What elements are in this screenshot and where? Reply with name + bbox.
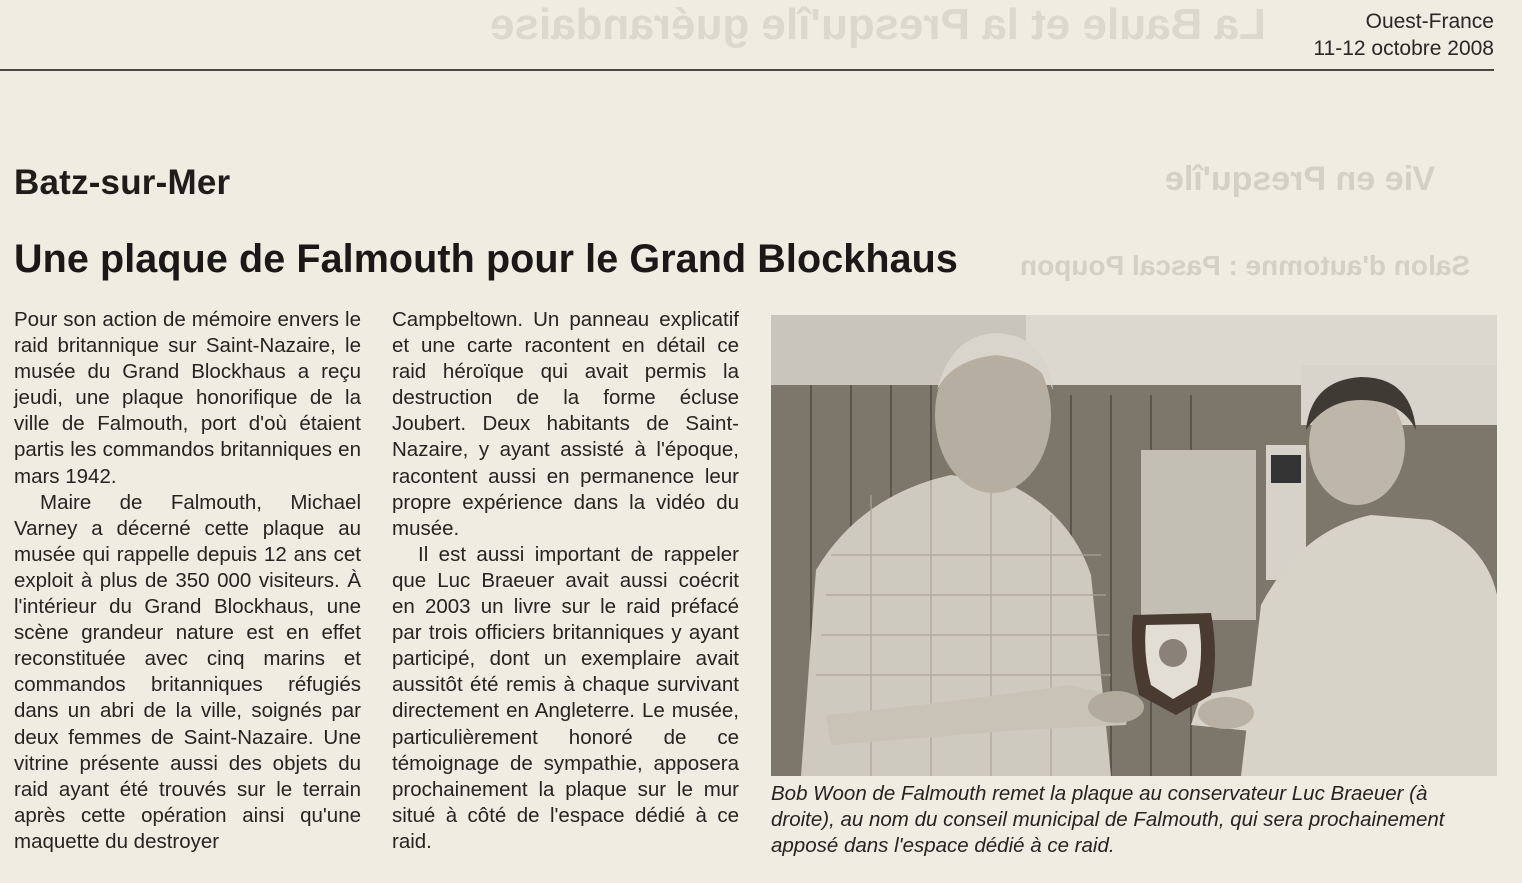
- photo-image: [771, 315, 1497, 776]
- publication-name: Ouest-France: [1365, 10, 1494, 33]
- paragraph: Maire de Falmouth, Michael Varney a décerné cette plaque au musée qui rappelle depuis 12 ans cet exploit à plus de 350 000 visiteurs. À l'intérieur du Grand Blockhaus, une scène grandeur nature est en effet reconstituée avec cinq marins et commandos britanniques réfugiés dans un abri de la ville, soignés par deux femmes de Saint-Nazaire. Une vitrine présente aussi des objets du raid ayant été trouvés sur le terrain après cette opération ainsi qu'une maquette du destroyer: [14, 490, 361, 853]
- article-column-1: [14, 307, 361, 855]
- paragraph: Campbeltown. Un panneau explicatif et une carte racontent en détail ce raid héroïque qui avait permis la destruction de la forme écluse Joubert. Deux habitants de Saint-Nazaire, y ayant assisté à l'époque, racontent aussi en permanence leur propre expérience dans la vidéo du musée.: [392, 308, 739, 540]
- show-through-section: Vie en Presqu'île: [1165, 160, 1436, 198]
- photo-caption: Bob Woon de Falmouth remet la plaque au conservateur Luc Braeuer (à droite), au nom du conseil municipal de Falmouth, qui sera prochainement apposé dans l'espace dédié à ce raid.: [771, 782, 1445, 857]
- article-column-2: [392, 307, 739, 855]
- show-through-line: Salon d'automne : Pascal Poupon: [1020, 250, 1471, 281]
- article-photo: [771, 315, 1497, 776]
- publication-masthead: [1313, 8, 1494, 62]
- section-title: Batz-sur-Mer: [14, 163, 231, 202]
- article-headline: Une plaque de Falmouth pour le Grand Blockhaus: [14, 237, 958, 281]
- publication-date: 11-12 octobre 2008: [1313, 37, 1494, 60]
- show-through-top: La Baule et la Presqu'île guérandaise: [490, 0, 1266, 49]
- paragraph: Pour son action de mémoire envers le raid britannique sur Saint-Nazaire, le musée du Grand Blockhaus a reçu jeudi, une plaque honorifique de la ville de Falmouth, port d'où étaient partis les commandos britanniques en mars 1942.: [14, 308, 361, 488]
- header-rule: [0, 69, 1494, 71]
- paragraph: Il est aussi important de rappeler que Luc Braeuer avait aussi coécrit en 2003 un livre sur le raid préfacé par trois officiers britanniques y ayant participé, dont un exemplaire avait aussitôt été remis à chaque survivant directement en Angleterre. Le musée, particulièrement honoré de ce témoignage de sympathie, apposera prochainement la plaque sur le mur situé à côté de l'espace dédié à ce raid.: [392, 542, 739, 853]
